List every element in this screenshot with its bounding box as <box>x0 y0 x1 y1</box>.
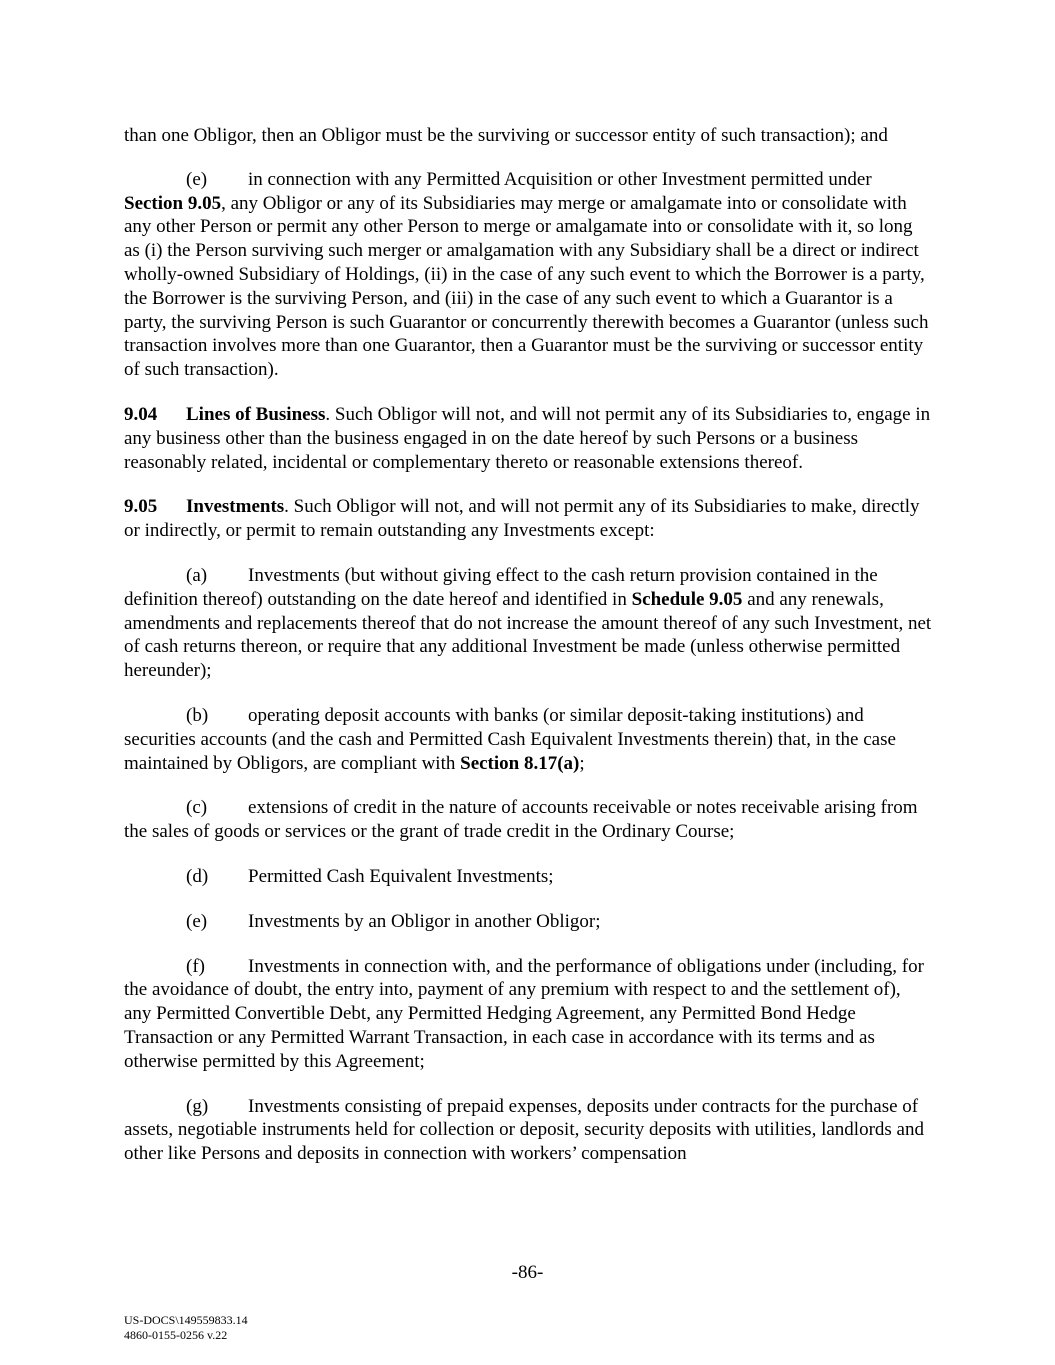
clause-b <box>124 704 932 775</box>
section-9-04 <box>124 403 932 474</box>
clause-text: extensions of credit in the nature of accounts receivable or notes receivable arising from the sales of goods or services or the grant of trade credit in the Ordinary Course; <box>124 797 918 843</box>
clause-text: Investments by an Obligor in another Obligor; <box>248 910 601 932</box>
clause-f <box>124 955 932 1074</box>
clause-c <box>124 796 932 844</box>
document-ids <box>124 1313 248 1343</box>
clause-label: (e) <box>186 910 208 932</box>
section-title: Investments <box>186 496 285 518</box>
clause-label: (e) <box>186 168 208 190</box>
clause-text: and any renewals, amendments and replacements thereof that do not increase the amount thereof of any such Investment, net of cash returns thereon, or require that any additional Investment be made (unless otherwise permitted hereunder); <box>124 588 932 682</box>
section-text: . Such Obligor will not, and will not permit any of its Subsidiaries to make, directly or indirectly, or permit to remain outstanding any Investments except: <box>124 496 920 542</box>
section-reference: Section 8.17(a) <box>460 752 580 774</box>
clause-text: Investments consisting of prepaid expenses, deposits under contracts for the purchase of assets, negotiable instruments held for collection or deposit, security deposits with utilities, landlords and other like Persons and deposits in connection with workers’ compensation <box>124 1095 924 1165</box>
clause-text: in connection with any Permitted Acquisition or other Investment permitted under <box>248 168 872 190</box>
clause-e <box>124 910 932 934</box>
clause-label: (c) <box>186 797 208 819</box>
clause-e-merger <box>124 168 932 382</box>
clause-text: Investments (but without giving effect to the cash return provision contained in the definition thereof) outstanding on the date hereof and identified in <box>124 564 878 610</box>
clause-a <box>124 564 932 683</box>
doc-id-version: 4860-0155-0256 v.22 <box>124 1328 228 1342</box>
section-text: . Such Obligor will not, and will not permit any of its Subsidiaries to, engage in any business other than the business engaged in on the date hereof by such Persons or a business reasonably related, incidental or complementary thereto or reasonable extensions thereof. <box>124 403 931 473</box>
clause-text: ; <box>579 752 585 774</box>
clause-label: (b) <box>186 704 209 726</box>
schedule-reference: Schedule 9.05 <box>631 588 743 610</box>
doc-id-primary: US-DOCS\149559833.14 <box>124 1313 248 1327</box>
section-number: 9.05 <box>124 496 158 518</box>
clause-d <box>124 865 932 889</box>
section-9-05 <box>124 495 932 543</box>
clause-g <box>124 1095 932 1166</box>
clause-text: operating deposit accounts with banks (or similar deposit-taking institutions) and securities accounts (and the cash and Permitted Cash Equivalent Investments therein) that, in the case maintained by Obligors, are compliant with <box>124 704 896 774</box>
clause-text: , any Obligor or any of its Subsidiaries may merge or amalgamate into or consolidate with any other Person or permit any other Person to merge or amalgamate into or consolidate with it, so long as (i) the Person surviving such merger or amalgamation with any Subsidiary shall be a direct or indirect wholly-owned Subsidiary of Holdings, (ii) in the case of any such event to which the Borrower is a party, the Borrower is the surviving Person, and (iii) in the case of any such event to which a Guarantor is a party, the surviving Person is such Guarantor or concurrently therewith becomes a Guarantor (unless such transaction involves more than one Guarantor, then a Guarantor must be the surviving or successor entity of such transaction). <box>124 192 929 381</box>
section-title: Lines of Business <box>186 403 326 425</box>
clause-label: (d) <box>186 865 209 887</box>
paragraph-continuation: than one Obligor, then an Obligor must be the surviving or successor entity of such transaction); and <box>124 125 888 146</box>
section-number: 9.04 <box>124 403 158 425</box>
section-reference: Section 9.05 <box>124 192 222 214</box>
clause-text: Investments in connection with, and the performance of obligations under (including, for the avoidance of doubt, the entry into, payment of any premium with respect to and the settlement of), any Permitted Convertible Debt, any Permitted Hedging Agreement, any Permitted Bond Hedge Transaction or any Permitted Warrant Transaction, in each case in accordance with its terms and as otherwise permitted by this Agreement; <box>124 955 924 1072</box>
clause-text: Permitted Cash Equivalent Investments; <box>248 865 554 887</box>
clause-label: (g) <box>186 1095 209 1117</box>
document-body <box>124 124 932 1166</box>
clause-label: (f) <box>186 955 205 977</box>
page-number: -86- <box>511 1262 544 1283</box>
clause-label: (a) <box>186 564 208 586</box>
